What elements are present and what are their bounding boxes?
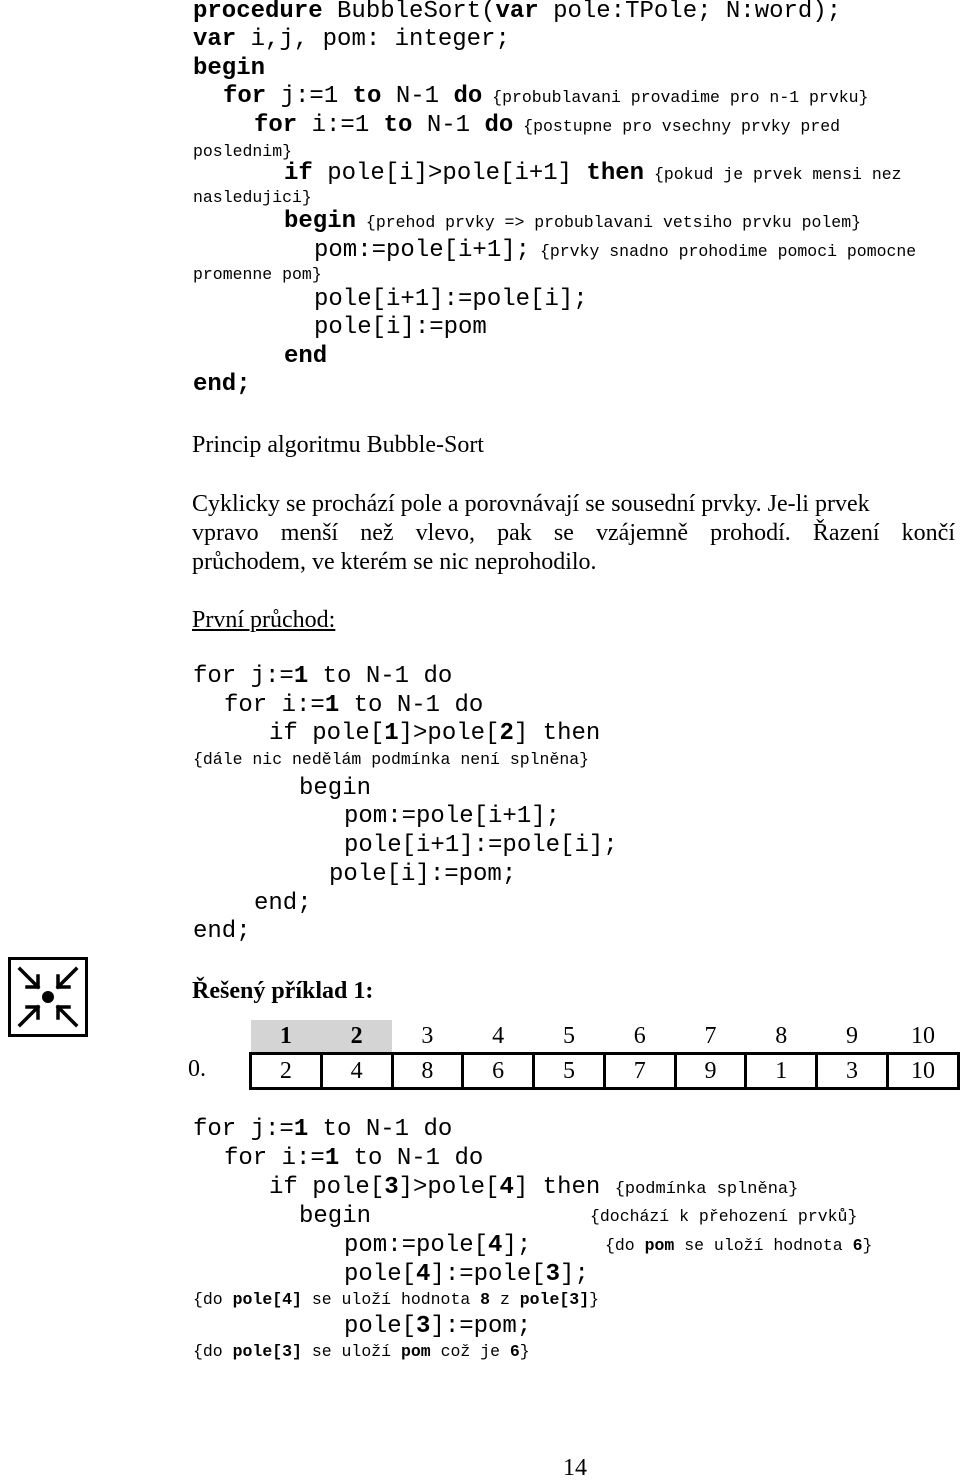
code-line bbox=[254, 892, 312, 916]
code-text: for j:= bbox=[193, 1116, 294, 1143]
code-line bbox=[193, 1118, 452, 1142]
code-comment: nasledujici} bbox=[193, 188, 312, 207]
index-cell: 5 bbox=[562, 1022, 575, 1049]
code-text: ]; bbox=[560, 1261, 589, 1288]
code-comment: {probublavani provadime pro n-1 prvku} bbox=[482, 88, 869, 107]
code-keyword: for bbox=[223, 83, 267, 110]
code-text: ] then bbox=[513, 720, 601, 747]
code-line bbox=[269, 1176, 798, 1200]
code-line bbox=[193, 1344, 530, 1361]
value-cell: 7 bbox=[604, 1054, 675, 1089]
code-text: end; bbox=[193, 918, 251, 945]
code-text: } bbox=[589, 1290, 599, 1309]
code-line bbox=[193, 1292, 599, 1309]
code-keyword: var bbox=[193, 26, 237, 53]
code-text: pom:=pole[ bbox=[344, 1232, 489, 1259]
code-text: {do bbox=[193, 1290, 233, 1309]
index-cell: 7 bbox=[704, 1022, 717, 1049]
code-text: to N-1 do bbox=[308, 663, 453, 690]
code-text: pole:TPole; N:word); bbox=[538, 0, 842, 25]
code-keyword: end bbox=[284, 343, 328, 370]
code-text: ]:=pom; bbox=[430, 1313, 532, 1340]
index-cell: 4 bbox=[492, 1022, 505, 1049]
code-text: ]; bbox=[502, 1232, 532, 1259]
code-keyword: 1 bbox=[293, 663, 309, 690]
code-keyword: if bbox=[284, 160, 313, 187]
code-text: se uloží hodnota bbox=[674, 1236, 853, 1255]
code-text: to N-1 do bbox=[339, 1145, 484, 1172]
code-keyword: 4 bbox=[488, 1232, 503, 1259]
code-keyword: pom bbox=[644, 1236, 675, 1255]
code-line bbox=[314, 316, 487, 340]
paragraph-line-2: vpravo menší než vlevo, pak se vzájemně prohodí. Řazení končí bbox=[192, 520, 955, 546]
code-keyword: 1 bbox=[293, 1116, 309, 1143]
code-text: {do bbox=[193, 1342, 233, 1361]
code-text: pole[i+1]:=pole[i]; bbox=[314, 286, 588, 313]
code-line bbox=[344, 834, 618, 858]
index-cell: 9 bbox=[846, 1022, 858, 1049]
code-line bbox=[284, 345, 327, 369]
code-keyword: end; bbox=[193, 371, 251, 398]
code-line bbox=[193, 190, 312, 207]
code-text: if pole[ bbox=[269, 1174, 385, 1201]
index-cell: 2 bbox=[321, 1020, 392, 1054]
code-keyword: begin bbox=[193, 55, 266, 82]
code-text: to N-1 do bbox=[308, 1116, 453, 1143]
code-keyword: 2 bbox=[499, 720, 514, 747]
code-text: for i:= bbox=[224, 1145, 325, 1172]
code-text: pom:=pole[i+1]; bbox=[314, 237, 531, 264]
code-text: pom:=pole[i+1]; bbox=[344, 803, 561, 830]
code-text: {dále nic nedělám podmínka není splněna} bbox=[193, 750, 590, 769]
value-cell: 2 bbox=[251, 1054, 322, 1089]
code-keyword: 1 bbox=[324, 1145, 340, 1172]
section-title: Princip algoritmu Bubble-Sort bbox=[192, 432, 484, 458]
code-line bbox=[193, 920, 251, 944]
index-cell: 8 bbox=[775, 1022, 788, 1049]
code-keyword: 1 bbox=[324, 692, 340, 719]
code-comment: promenne pom} bbox=[193, 265, 322, 284]
code-keyword: 6 bbox=[509, 1342, 520, 1361]
code-text: pole[i]>pole[i+1] bbox=[312, 160, 587, 187]
code-keyword: 3 bbox=[384, 1174, 399, 1201]
code-keyword: var bbox=[495, 0, 539, 25]
code-text: pole[ bbox=[344, 1313, 417, 1340]
value-cell: 4 bbox=[321, 1054, 392, 1089]
index-cell: 1 bbox=[251, 1020, 322, 1054]
page-number: 14 bbox=[563, 1455, 587, 1481]
code-line bbox=[314, 288, 588, 312]
code-comment: {postupne pro vsechny prvky pred bbox=[513, 117, 841, 136]
code-comment: {prehod prvky => probublavani vetsiho prvku polem} bbox=[356, 213, 861, 232]
code-keyword: then bbox=[586, 160, 645, 187]
code-line bbox=[193, 57, 265, 81]
code-comment: poslednim} bbox=[193, 142, 293, 161]
code-text: begin bbox=[299, 1203, 372, 1230]
code-text: begin bbox=[299, 775, 372, 802]
code-keyword: to bbox=[383, 112, 413, 139]
value-cell: 3 bbox=[817, 1054, 888, 1089]
index-cell: 6 bbox=[633, 1022, 646, 1049]
code-line bbox=[193, 373, 251, 397]
code-keyword: 4 bbox=[416, 1261, 431, 1288]
code-text: se uloží hodnota bbox=[301, 1290, 481, 1309]
code-line bbox=[605, 1238, 872, 1255]
code-text: {do bbox=[605, 1236, 645, 1255]
code-line bbox=[224, 1147, 483, 1171]
code-keyword: 6 bbox=[852, 1236, 863, 1255]
code-keyword: pom bbox=[400, 1342, 431, 1361]
code-text: pole[ bbox=[344, 1261, 417, 1288]
code-keyword: pole[3] bbox=[519, 1290, 590, 1309]
code-text: i:=1 bbox=[297, 112, 384, 139]
code-line bbox=[193, 665, 452, 689]
code-text: to N-1 do bbox=[339, 692, 484, 719]
code-keyword: 3 bbox=[416, 1313, 431, 1340]
code-text: j:=1 bbox=[266, 83, 353, 110]
code-line bbox=[299, 777, 371, 801]
code-line bbox=[284, 162, 902, 186]
code-line bbox=[344, 1315, 531, 1339]
converging-arrows-icon bbox=[8, 957, 88, 1037]
code-comment: {prvky snadno prohodime pomoci pomocne bbox=[530, 242, 917, 261]
code-line bbox=[344, 1234, 531, 1258]
pass-label: 0. bbox=[188, 1056, 206, 1082]
code-keyword: 3 bbox=[545, 1261, 561, 1288]
code-line bbox=[344, 805, 560, 829]
value-cell: 6 bbox=[463, 1054, 534, 1089]
value-cell: 9 bbox=[675, 1054, 746, 1089]
code-keyword: do bbox=[453, 83, 483, 110]
code-text: BubbleSort( bbox=[322, 0, 496, 25]
code-keyword: procedure bbox=[193, 0, 323, 25]
code-line bbox=[254, 114, 840, 138]
code-text: {dochází k přehození prvků} bbox=[590, 1207, 858, 1226]
code-line bbox=[193, 144, 292, 161]
code-keyword: 1 bbox=[384, 720, 399, 747]
code-text: i,j, pom: integer; bbox=[236, 26, 510, 53]
code-line bbox=[284, 210, 861, 234]
code-keyword: do bbox=[484, 112, 514, 139]
code-line bbox=[193, 28, 510, 52]
code-text: end; bbox=[254, 890, 312, 917]
index-cell: 3 bbox=[421, 1022, 434, 1049]
value-cell: 8 bbox=[392, 1054, 463, 1089]
code-keyword: pole[3] bbox=[232, 1342, 302, 1361]
code-line bbox=[314, 239, 916, 263]
code-text: se uloží bbox=[301, 1342, 401, 1361]
example-heading: Řešený příklad 1: bbox=[192, 978, 374, 1004]
code-keyword: 4 bbox=[499, 1174, 514, 1201]
code-text: } bbox=[862, 1236, 873, 1255]
code-line bbox=[193, 752, 589, 769]
code-text: z bbox=[490, 1290, 520, 1309]
code-text: ]>pole[ bbox=[398, 1174, 500, 1201]
first-pass-heading: První průchod: bbox=[192, 607, 336, 633]
code-line bbox=[193, 0, 841, 24]
index-row bbox=[251, 1020, 959, 1054]
index-cell: 10 bbox=[910, 1022, 935, 1049]
code-text: což je bbox=[430, 1342, 510, 1361]
code-line bbox=[269, 722, 600, 746]
array-trace-table bbox=[249, 1020, 960, 1090]
code-text: pole[i]:=pom bbox=[314, 314, 487, 341]
code-text: for j:= bbox=[193, 663, 294, 690]
code-text: for i:= bbox=[224, 692, 325, 719]
code-text: if pole[ bbox=[269, 720, 385, 747]
code-line bbox=[329, 863, 516, 887]
code-text: N-1 bbox=[381, 83, 454, 110]
code-keyword: pole[4] bbox=[232, 1290, 302, 1309]
code-line bbox=[223, 85, 868, 109]
code-text: N-1 bbox=[412, 112, 485, 139]
code-keyword: for bbox=[254, 112, 298, 139]
code-text: ]:=pole[ bbox=[430, 1261, 546, 1288]
paragraph-line-1: Cyklicky se prochází pole a porovnávají se sousední prvky. Je-li prvek bbox=[192, 491, 870, 517]
code-keyword: begin bbox=[284, 208, 357, 235]
code-line bbox=[590, 1209, 857, 1226]
code-text: } bbox=[519, 1342, 530, 1361]
paragraph-line-3: průchodem, ve kterém se nic neprohodilo. bbox=[192, 549, 597, 575]
code-text: pole[i]:=pom; bbox=[329, 861, 517, 888]
code-line bbox=[193, 267, 322, 284]
value-cell: 5 bbox=[534, 1054, 605, 1089]
value-cell: 10 bbox=[887, 1054, 958, 1089]
code-text: pole[i+1]:=pole[i]; bbox=[344, 832, 618, 859]
code-comment: {pokud je prvek mensi nez bbox=[644, 165, 902, 184]
code-keyword: to bbox=[352, 83, 382, 110]
code-keyword: 8 bbox=[480, 1290, 491, 1309]
code-line bbox=[344, 1263, 589, 1287]
value-row bbox=[251, 1054, 959, 1089]
code-text: ] then bbox=[513, 1174, 615, 1201]
code-line bbox=[299, 1205, 371, 1229]
value-cell: 1 bbox=[746, 1054, 817, 1089]
code-text: {podmínka splněna} bbox=[614, 1180, 799, 1199]
code-line bbox=[224, 694, 483, 718]
code-text: ]>pole[ bbox=[398, 720, 500, 747]
